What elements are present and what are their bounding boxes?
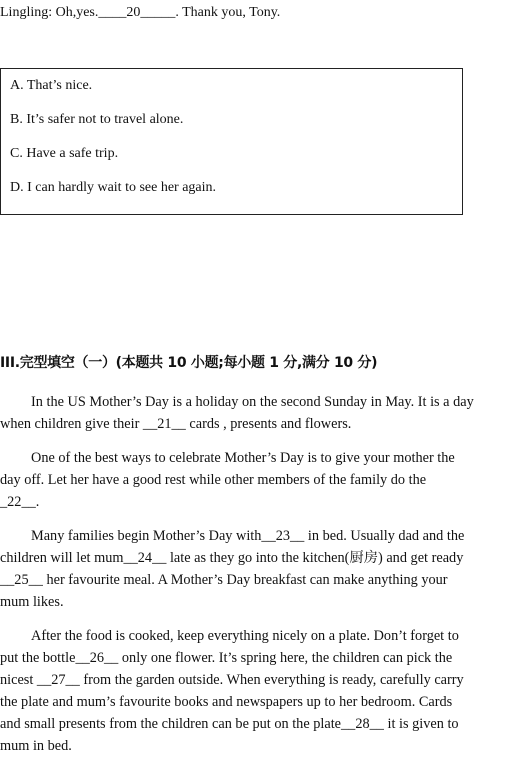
paragraph-line: day off. Let her have a good rest while other members of the family do the bbox=[0, 472, 427, 488]
dialogue-line: Lingling: Oh,yes.____20_____. Thank you, Tony. bbox=[0, 5, 281, 20]
option-c: C. Have a safe trip. bbox=[10, 146, 119, 161]
paragraph-line: _22__. bbox=[0, 494, 40, 510]
paragraph-line: In the US Mother’s Day is a holiday on the second Sunday in May. It is a day bbox=[31, 394, 474, 410]
paragraph-line: the plate and mum’s favourite books and newspapers up to her bedroom. Cards bbox=[0, 694, 453, 710]
paragraph-line: One of the best ways to celebrate Mother’s Day is to give your mother the bbox=[31, 450, 455, 466]
paragraph-line: and small presents from the children can be put on the plate__28__ it is given to bbox=[0, 716, 459, 732]
options-box bbox=[0, 68, 463, 215]
section-heading: III.完型填空（一）(本题共 10 小题;每小题 1 分,满分 10 分) bbox=[0, 355, 378, 371]
paragraph-line: nicest __27__ from the garden outside. When everything is ready, carefully carry bbox=[0, 672, 464, 688]
paragraph-line: when children give their __21__ cards , presents and flowers. bbox=[0, 416, 352, 432]
paragraph-line: mum in bed. bbox=[0, 738, 72, 754]
paragraph-line: __25__ her favourite meal. A Mother’s Day breakfast can make anything your bbox=[0, 572, 448, 588]
option-a: A. That’s nice. bbox=[10, 78, 93, 93]
paragraph-line: mum likes. bbox=[0, 594, 64, 610]
paragraph-line: put the bottle__26__ only one flower. It’s spring here, the children can pick the bbox=[0, 650, 453, 666]
paragraph-line: After the food is cooked, keep everything nicely on a plate. Don’t forget to bbox=[31, 628, 459, 644]
option-b: B. It’s safer not to travel alone. bbox=[10, 112, 184, 127]
paragraph-line: children will let mum__24__ late as they go into the kitchen(厨房) and get ready bbox=[0, 550, 464, 566]
paragraph-line: Many families begin Mother’s Day with__23__ in bed. Usually dad and the bbox=[31, 528, 465, 544]
option-d: D. I can hardly wait to see her again. bbox=[10, 180, 217, 195]
